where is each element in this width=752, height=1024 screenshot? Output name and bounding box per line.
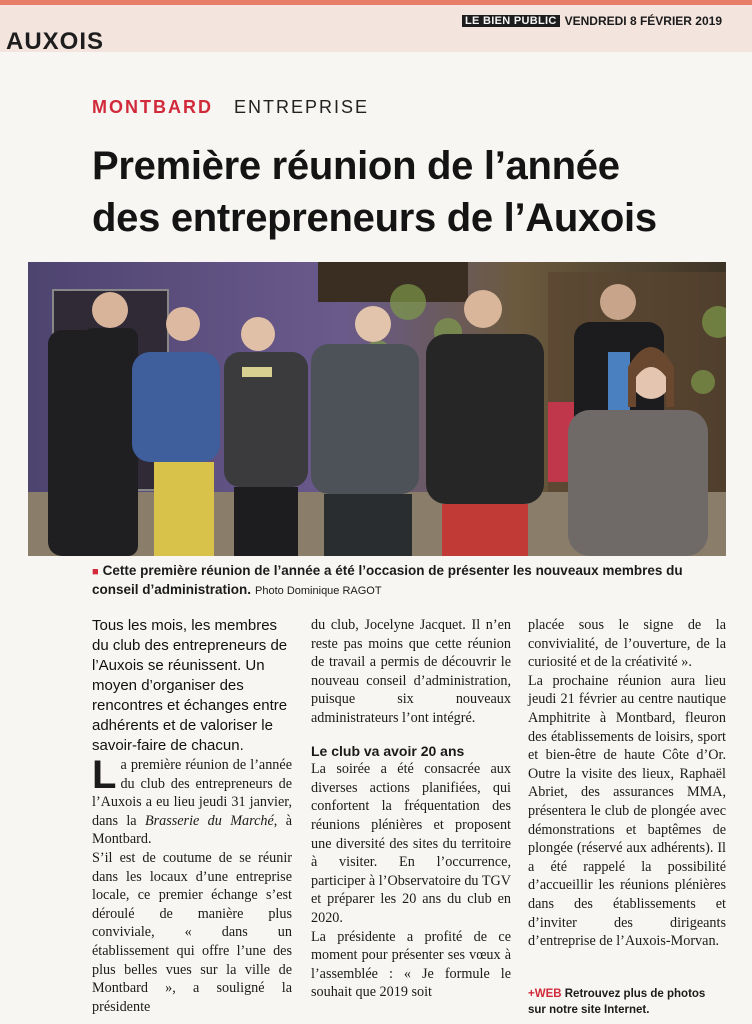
masthead <box>462 14 722 28</box>
headline-line-1: Première réunion de l’année <box>92 144 620 188</box>
paragraph-1-text-a: a première réunion de l’année du club des entrepreneurs de l’Auxois a eu lieu jeudi 31 janvier, dans la <box>92 757 292 829</box>
drop-cap: L <box>92 753 117 797</box>
group-photo-illustration <box>28 262 726 556</box>
web-promo[interactable] <box>528 986 726 1018</box>
publication-date: VENDREDI 8 FÉVRIER 2019 <box>564 14 722 28</box>
article-paragraph-2: S’il est de coutume de se réunir dans les locaux d’une entreprise locale, ce premier échange s’est déroulé de manière plus conviviale, « dans un établissement qui offre l’une des plus belles vues sur la ville de Montbard », a souligné la présidente <box>92 849 292 1015</box>
web-promo-text: Retrouvez plus de photos sur notre site Internet. <box>528 988 706 1016</box>
web-tag: +WEB <box>528 988 562 1000</box>
article-paragraph-3: La soirée a été consacrée aux diverses actions planifiées, qui confortent la fréquentation des réunions plénières et proposent une diversité des sites du territoire à visiter. En l’occurrence, participer à l’Observatoire du TGV et préparer les 20 ans du club en 2020. <box>311 761 511 926</box>
article-paragraph-4: La présidente a profité de ce moment pour présenter ses vœux à l’assemblée : « Je formule le souhait que 2019 soit <box>311 928 511 1001</box>
article-paragraph-1 <box>92 753 292 849</box>
kicker-category: ENTREPRISE <box>234 97 370 117</box>
article-column-2 <box>311 616 511 1002</box>
kicker-town: MONTBARD <box>92 97 213 117</box>
article-column-1 <box>92 616 292 1016</box>
article-photo <box>28 262 726 556</box>
article-subheading: Le club va avoir 20 ans <box>311 742 465 759</box>
newspaper-name: LE BIEN PUBLIC <box>462 15 560 27</box>
paragraph-1-text-b: , à Montbard. <box>92 812 292 848</box>
article-lead: Tous les mois, les membres du club des entrepreneurs de l’Auxois se réunissent. Un moyen d’organiser des rencontres et échanges entre adhérents et de valoriser le savoir-faire de chacun. <box>92 617 288 754</box>
photo-credit: Photo Dominique RAGOT <box>255 585 382 597</box>
venue-name: Brasserie du Marché <box>144 812 274 829</box>
caption-text: Cette première réunion de l’année a été l’occasion de présenter les nouveaux membres du conseil d’administration. <box>92 563 683 597</box>
article-paragraph-2-continued: du club, Jocelyne Jacquet. Il n’en reste pas moins que cette réunion de travail a permis de découvrir le nouveau conseil d’administration, puisque six nouveaux administrateurs l’ont intégré. <box>311 617 511 726</box>
article-paragraph-5: La prochaine réunion aura lieu jeudi 21 février au centre nautique Amphitrite à Montbard, fleuron des établissements de loisirs, sport et bien-être de haute Côte d’Or. Outre la visite des lieux, Raphaël Abriet, des assurances MMA, présentera le club de plongée avec démonstrations et baptêmes de plongée (réservé aux adhérents). Il a été rappelé la possibilité d’accueillir les réunions plénières dans des établissements et d’inviter des dirigeants d’entreprise de l’Auxois-Morvan. <box>528 672 726 950</box>
photo-caption <box>92 562 732 600</box>
article-column-3 <box>528 616 726 951</box>
caption-square-icon: ■ <box>92 566 99 578</box>
section-rubric: AUXOIS <box>6 28 105 55</box>
article-paragraph-4-continued: placée sous le signe de la convivialité, de l’ouverture, de la curiosité et de la créativité ». <box>528 617 726 671</box>
article-headline <box>92 140 732 244</box>
article-kicker <box>92 97 369 118</box>
headline-line-2: des entrepreneurs de l’Auxois <box>92 196 657 240</box>
